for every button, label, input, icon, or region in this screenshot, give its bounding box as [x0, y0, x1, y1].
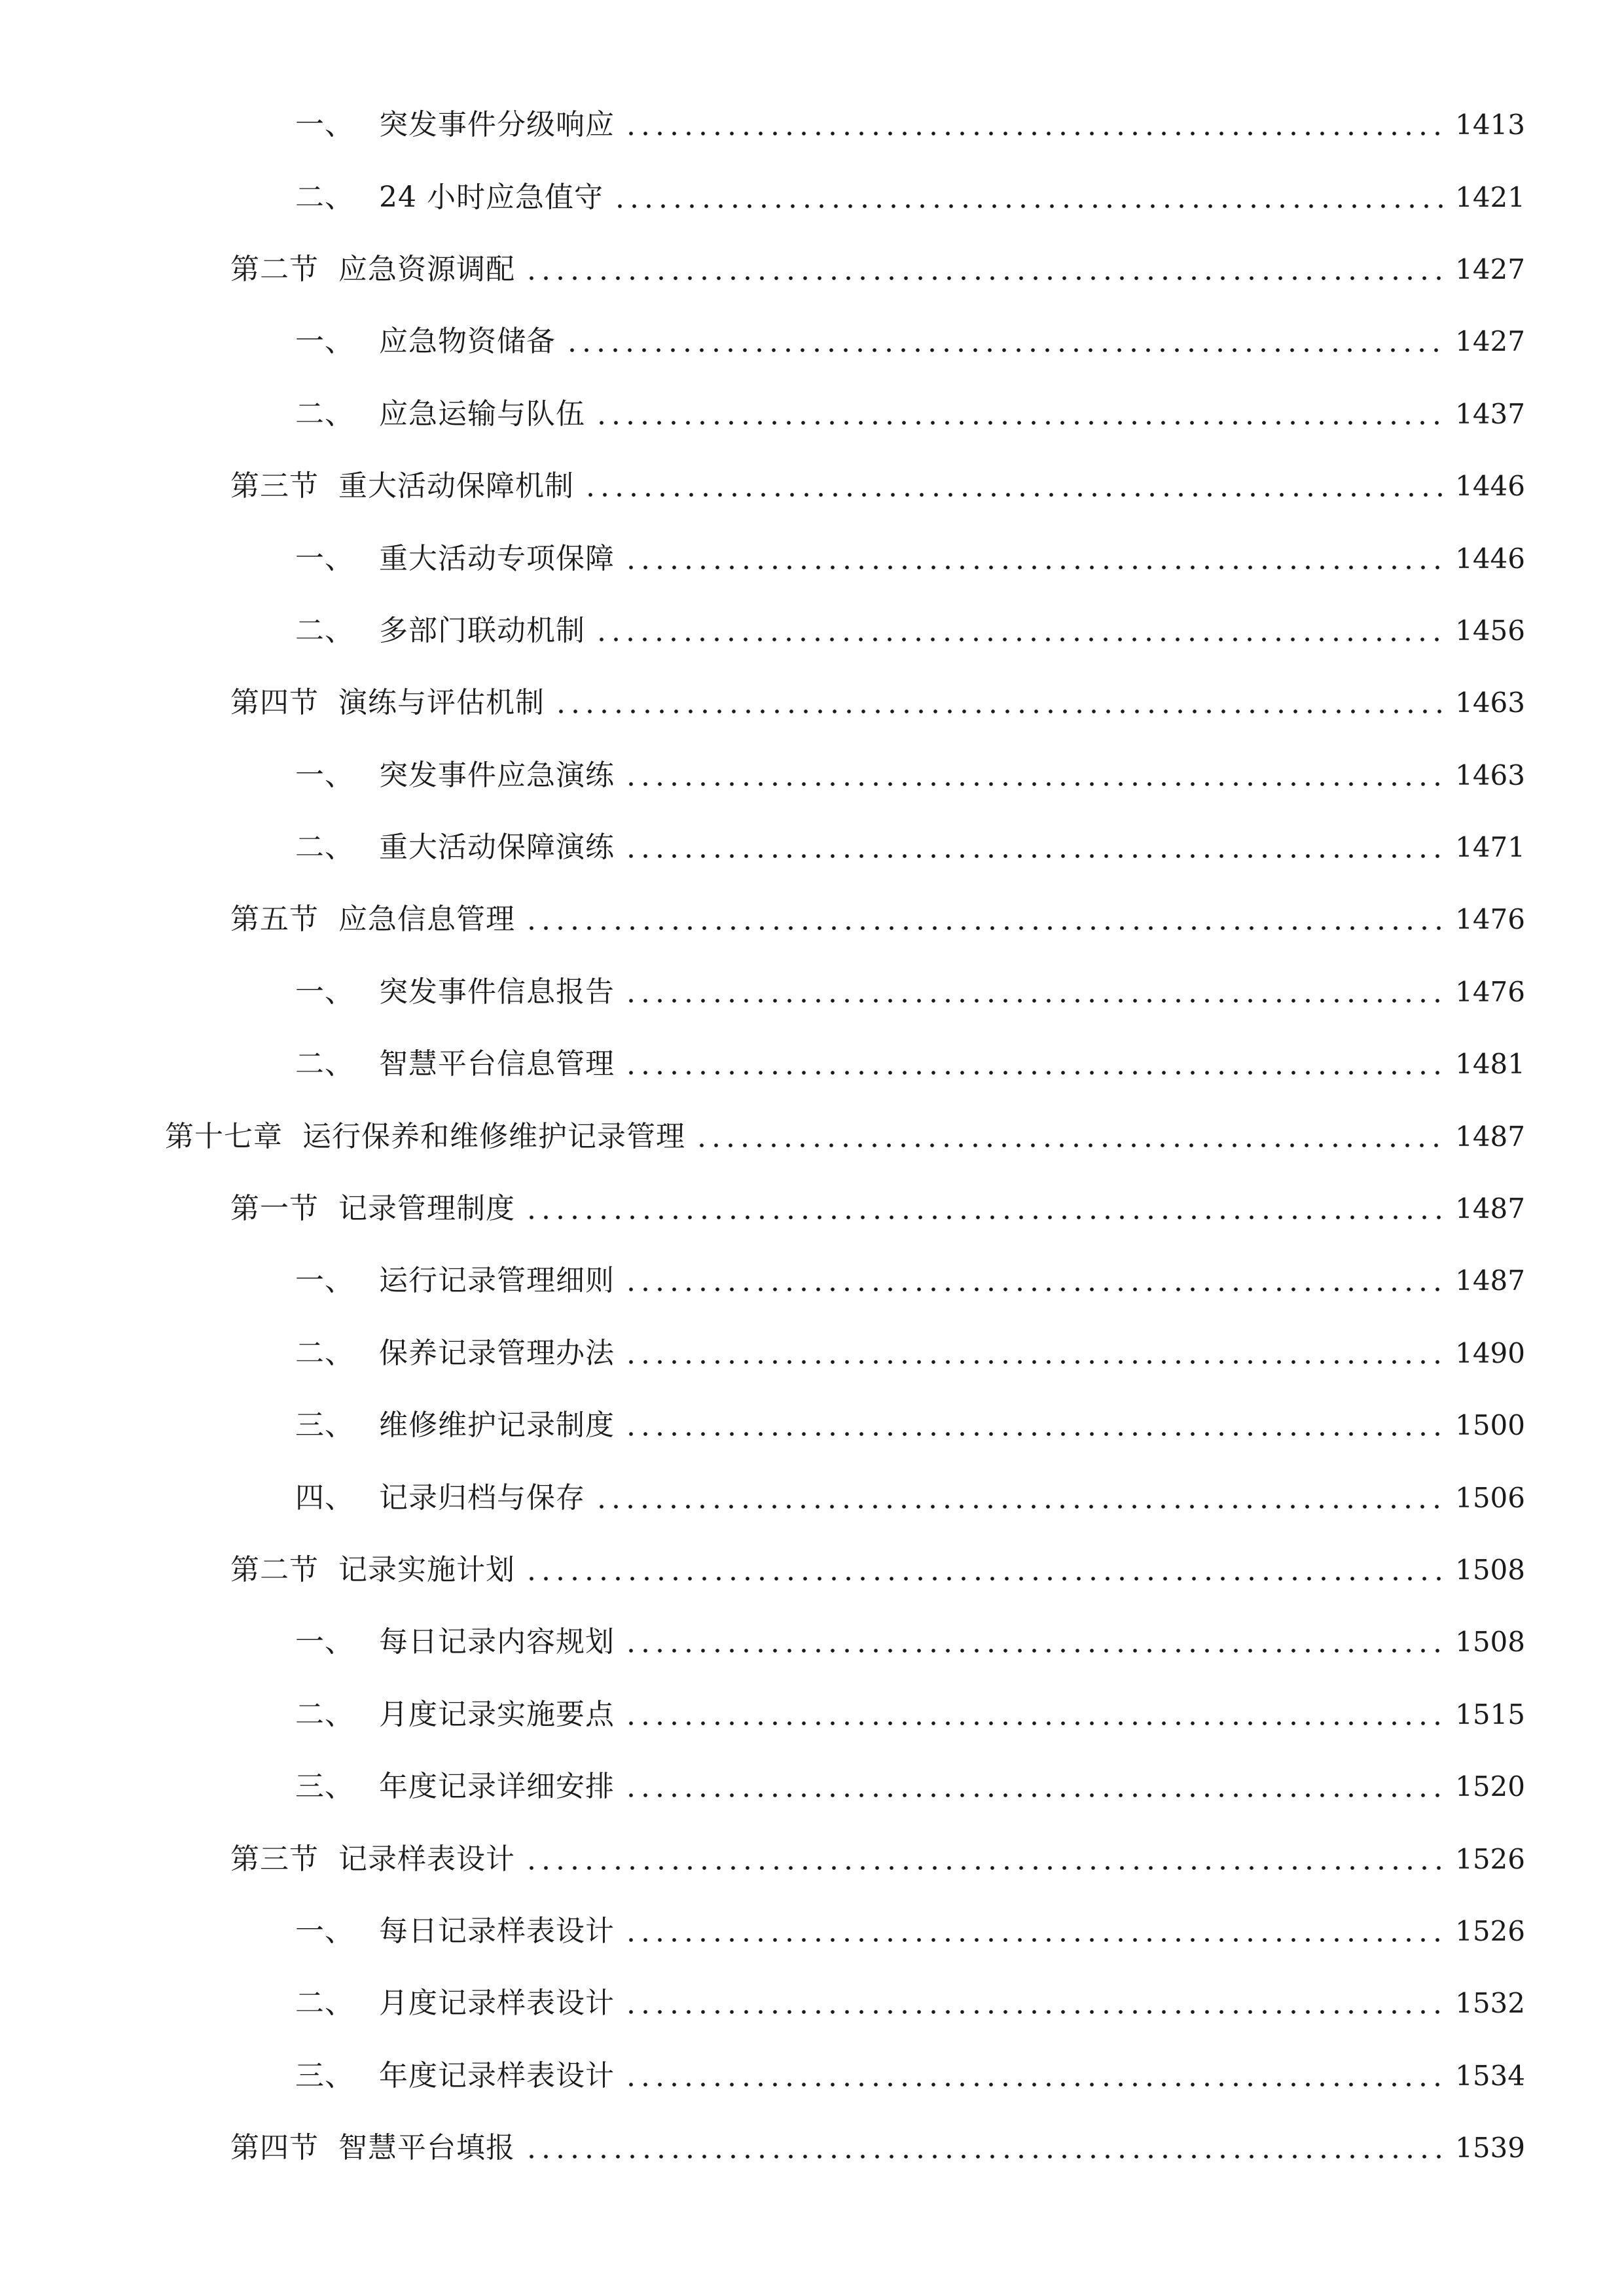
dot-leader — [524, 255, 1446, 284]
toc-entry-title: 记录归档与保存 — [379, 1480, 585, 1515]
toc-entry-item[interactable] — [0, 595, 1624, 667]
toc-entry-page-number: 1463 — [1455, 687, 1525, 719]
toc-entry-title: 每日记录内容规划 — [379, 1625, 615, 1659]
toc-entry-page-number: 1437 — [1455, 397, 1525, 430]
toc-entry-page-number: 1526 — [1455, 1914, 1525, 1947]
toc-entry-label — [295, 613, 585, 647]
toc-entry-item[interactable] — [0, 522, 1624, 594]
dot-leader — [624, 1700, 1446, 1729]
toc-entry-label — [295, 541, 615, 575]
toc-entry-label — [295, 180, 604, 214]
toc-entry-label — [230, 1842, 515, 1876]
toc-entry-page-number: 1471 — [1455, 831, 1525, 864]
toc-entry-title: 年度记录详细安排 — [379, 1770, 615, 1804]
dot-leader — [624, 545, 1446, 573]
toc-entry-title: 应急资源调配 — [338, 252, 515, 286]
dot-leader — [624, 1628, 1446, 1657]
toc-entry-title: 应急物资储备 — [379, 325, 556, 359]
dot-leader — [594, 400, 1446, 429]
toc-entry-item[interactable] — [0, 2040, 1624, 2112]
toc-entry-label — [295, 325, 556, 359]
toc-entry-label — [230, 469, 574, 503]
toc-entry-title: 智慧平台信息管理 — [379, 1047, 615, 1081]
toc-entry-label — [295, 1408, 615, 1443]
toc-entry-marker: 第四节 — [230, 686, 319, 720]
dot-leader — [594, 1484, 1446, 1513]
toc-entry-page-number: 1515 — [1455, 1698, 1525, 1731]
toc-entry-page-number: 1487 — [1455, 1120, 1525, 1153]
toc-entry-title: 重大活动专项保障 — [379, 541, 615, 575]
toc-entry-label — [230, 252, 515, 286]
toc-entry-marker: 三、 — [295, 1408, 354, 1443]
dot-leader — [624, 978, 1446, 1007]
toc-entry-page-number: 1539 — [1455, 2132, 1525, 2164]
toc-entry-page-number: 1446 — [1455, 542, 1525, 575]
toc-entry-title: 每日记录样表设计 — [379, 1914, 615, 1948]
dot-leader — [624, 1339, 1446, 1368]
toc-entry-label — [295, 108, 615, 142]
toc-entry-title: 记录实施计划 — [338, 1553, 515, 1587]
toc-entry-title: 运行记录管理细则 — [379, 1264, 615, 1298]
toc-entry-title: 重大活动保障演练 — [379, 831, 615, 865]
toc-entry-page-number: 1506 — [1455, 1481, 1525, 1514]
toc-entry-title: 突发事件信息报告 — [379, 975, 615, 1009]
toc-entry-item[interactable] — [0, 1390, 1624, 1462]
toc-entry-section[interactable] — [0, 1534, 1624, 1606]
dot-leader — [565, 327, 1446, 356]
dot-leader — [624, 1411, 1446, 1440]
dot-leader — [594, 617, 1446, 645]
toc-entry-section[interactable] — [0, 2112, 1624, 2184]
toc-entry-marker: 二、 — [295, 180, 354, 214]
toc-entry-item[interactable] — [0, 812, 1624, 884]
toc-entry-marker: 二、 — [295, 613, 354, 647]
toc-entry-title: 运行保养和维修维护记录管理 — [302, 1119, 685, 1153]
toc-entry-marker: 一、 — [295, 325, 354, 359]
toc-entry-item[interactable] — [0, 306, 1624, 378]
toc-entry-label — [230, 686, 545, 720]
toc-entry-title: 24 小时应急值守 — [379, 180, 604, 214]
toc-entry-section[interactable] — [0, 667, 1624, 739]
toc-entry-title: 演练与评估机制 — [338, 686, 545, 720]
toc-entry-label — [295, 1264, 615, 1298]
toc-entry-page-number: 1463 — [1455, 759, 1525, 791]
dot-leader — [524, 1556, 1446, 1585]
toc-entry-marker: 二、 — [295, 1336, 354, 1370]
dot-leader — [624, 111, 1446, 139]
toc-entry-title: 突发事件应急演练 — [379, 758, 615, 792]
toc-entry-label — [230, 903, 515, 937]
toc-entry-page-number: 1427 — [1455, 253, 1525, 285]
toc-entry-item[interactable] — [0, 378, 1624, 450]
toc-entry-label — [295, 1914, 615, 1948]
toc-entry-label — [230, 2131, 515, 2165]
toc-entry-page-number: 1413 — [1455, 109, 1525, 141]
dot-leader — [624, 1266, 1446, 1295]
toc-entry-label — [230, 1192, 515, 1226]
toc-entry-marker: 一、 — [295, 1264, 354, 1298]
toc-entry-title: 智慧平台填报 — [338, 2131, 515, 2165]
dot-leader — [624, 833, 1446, 862]
toc-entry-marker: 三、 — [295, 2058, 354, 2092]
toc-entry-item[interactable] — [0, 1679, 1624, 1751]
dot-leader — [624, 1772, 1446, 1801]
toc-entry-label — [165, 1119, 685, 1153]
toc-entry-section[interactable] — [0, 1173, 1624, 1245]
toc-entry-section[interactable] — [0, 234, 1624, 306]
toc-entry-label — [295, 1336, 615, 1370]
toc-entry-page-number: 1427 — [1455, 325, 1525, 358]
toc-entry-marker: 第三节 — [230, 469, 319, 503]
toc-entry-marker: 二、 — [295, 1697, 354, 1731]
toc-entry-page-number: 1508 — [1455, 1626, 1525, 1659]
toc-entry-marker: 三、 — [295, 1770, 354, 1804]
toc-entry-page-number: 1508 — [1455, 1554, 1525, 1586]
toc-entry-page-number: 1534 — [1455, 2059, 1525, 2092]
dot-leader — [613, 183, 1446, 212]
toc-entry-section[interactable] — [0, 884, 1624, 956]
toc-entry-title: 应急信息管理 — [338, 903, 515, 937]
dot-leader — [524, 1845, 1446, 1874]
toc-entry-label — [230, 1553, 515, 1587]
toc-entry-label — [295, 2058, 615, 2092]
dot-leader — [624, 2062, 1446, 2090]
table-of-contents — [0, 89, 1624, 2184]
toc-entry-section[interactable] — [0, 450, 1624, 522]
toc-entry-item[interactable] — [0, 740, 1624, 812]
toc-entry-title: 记录管理制度 — [338, 1192, 515, 1226]
toc-entry-page-number: 1476 — [1455, 975, 1525, 1008]
toc-entry-item[interactable] — [0, 1606, 1624, 1678]
toc-entry-item[interactable] — [0, 1895, 1624, 1967]
dot-leader — [695, 1122, 1446, 1151]
toc-entry-label — [295, 1770, 615, 1804]
toc-entry-title: 年度记录样表设计 — [379, 2058, 615, 2092]
dot-leader — [624, 1917, 1446, 1946]
toc-entry-marker: 第二节 — [230, 1553, 319, 1587]
toc-entry-marker: 二、 — [295, 1986, 354, 2020]
toc-entry-marker: 二、 — [295, 831, 354, 865]
toc-entry-title: 应急运输与队伍 — [379, 397, 585, 431]
toc-entry-title: 多部门联动机制 — [379, 613, 585, 647]
toc-entry-item[interactable] — [0, 1245, 1624, 1317]
toc-entry-item[interactable] — [0, 956, 1624, 1028]
toc-entry-section[interactable] — [0, 1823, 1624, 1895]
toc-entry-title: 重大活动保障机制 — [338, 469, 574, 503]
toc-entry-label — [295, 1480, 585, 1515]
toc-entry-item[interactable] — [0, 89, 1624, 161]
toc-entry-page-number: 1446 — [1455, 470, 1525, 503]
toc-entry-marker: 第二节 — [230, 252, 319, 286]
dot-leader — [583, 472, 1446, 501]
toc-entry-marker: 第十七章 — [165, 1119, 283, 1153]
toc-entry-title: 记录样表设计 — [338, 1842, 515, 1876]
toc-entry-title: 月度记录实施要点 — [379, 1697, 615, 1731]
toc-entry-marker: 二、 — [295, 1047, 354, 1081]
toc-entry-label — [295, 1047, 615, 1081]
dot-leader — [524, 905, 1446, 934]
toc-entry-label — [295, 831, 615, 865]
toc-entry-label — [295, 1986, 615, 2020]
toc-entry-label — [295, 1697, 615, 1731]
toc-entry-page-number: 1490 — [1455, 1336, 1525, 1369]
toc-entry-title: 保养记录管理办法 — [379, 1336, 615, 1370]
toc-entry-page-number: 1421 — [1455, 181, 1525, 213]
toc-entry-marker: 一、 — [295, 975, 354, 1009]
toc-entry-marker: 一、 — [295, 1625, 354, 1659]
toc-entry-item[interactable] — [0, 1751, 1624, 1823]
toc-entry-page-number: 1487 — [1455, 1265, 1525, 1297]
toc-entry-item[interactable] — [0, 161, 1624, 233]
dot-leader — [624, 1989, 1446, 2018]
dot-leader — [554, 689, 1446, 717]
toc-entry-page-number: 1500 — [1455, 1409, 1525, 1442]
toc-entry-item[interactable] — [0, 1028, 1624, 1100]
toc-entry-marker: 一、 — [295, 541, 354, 575]
toc-entry-title: 突发事件分级响应 — [379, 108, 615, 142]
toc-entry-item[interactable] — [0, 1462, 1624, 1534]
toc-entry-label — [295, 975, 615, 1009]
toc-entry-title: 维修维护记录制度 — [379, 1408, 615, 1443]
toc-entry-marker: 第三节 — [230, 1842, 319, 1876]
toc-entry-marker: 一、 — [295, 108, 354, 142]
toc-entry-label — [295, 397, 585, 431]
dot-leader — [624, 1050, 1446, 1079]
toc-entry-item[interactable] — [0, 1967, 1624, 2039]
dot-leader — [624, 761, 1446, 790]
toc-entry-marker: 第一节 — [230, 1192, 319, 1226]
toc-entry-page-number: 1481 — [1455, 1048, 1525, 1081]
toc-entry-marker: 一、 — [295, 758, 354, 792]
toc-entry-label — [295, 758, 615, 792]
toc-entry-page-number: 1520 — [1455, 1770, 1525, 1803]
toc-entry-title: 月度记录样表设计 — [379, 1986, 615, 2020]
toc-entry-page-number: 1487 — [1455, 1193, 1525, 1225]
toc-entry-marker: 一、 — [295, 1914, 354, 1948]
toc-entry-marker: 第五节 — [230, 903, 319, 937]
dot-leader — [524, 1194, 1446, 1223]
toc-entry-page-number: 1526 — [1455, 1842, 1525, 1875]
toc-entry-chapter[interactable] — [0, 1100, 1624, 1172]
toc-entry-marker: 第四节 — [230, 2131, 319, 2165]
toc-entry-label — [295, 1625, 615, 1659]
toc-entry-page-number: 1532 — [1455, 1987, 1525, 2020]
toc-entry-page-number: 1456 — [1455, 614, 1525, 647]
toc-entry-marker: 二、 — [295, 397, 354, 431]
toc-entry-item[interactable] — [0, 1318, 1624, 1390]
dot-leader — [524, 2134, 1446, 2162]
toc-entry-marker: 四、 — [295, 1480, 354, 1515]
toc-entry-page-number: 1476 — [1455, 903, 1525, 936]
